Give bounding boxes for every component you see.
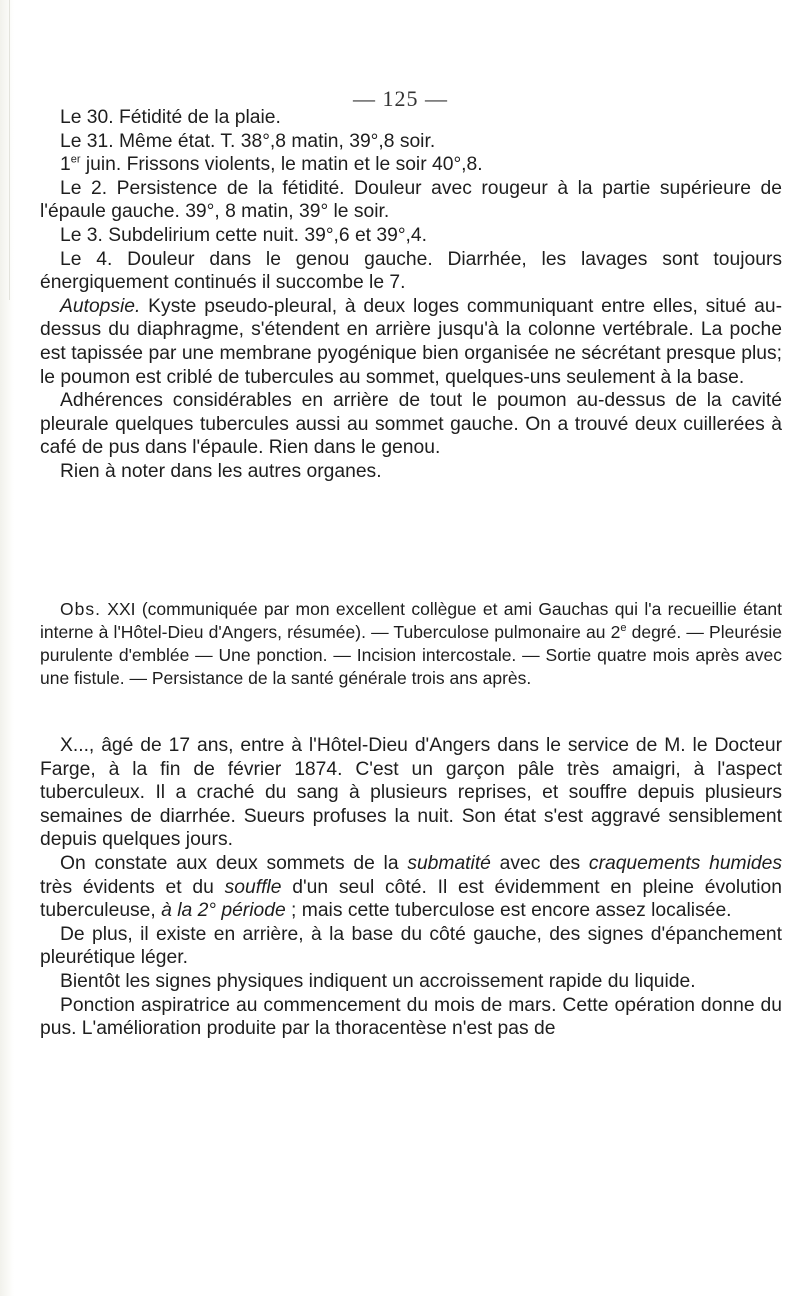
autopsy-label: Autopsie.	[60, 295, 141, 317]
note-2: Le 2. Persistence de la fétidité. Douleur avec rougeur à la partie supérieure de l'épaule gauche. 39°, 8 matin, 39° le soir.	[40, 177, 782, 223]
autopsy-paragraph: Autopsie. Kyste pseudo-pleural, à deux loges communiquant entre elles, situé au-dessus du diaphragme, s'étendent en arrière jusqu'à la colonne vertébrale. La poche est tapissée par une membrane pyogénique bien organisée ne sécrétant presque plus; le poumon est criblé de tubercules au sommet, quelques-uns seulement à la base.	[40, 295, 782, 388]
note-4: Le 4. Douleur dans le genou gauche. Diarrhée, les lavages sont toujours énergiquement continués il succombe le 7.	[40, 248, 782, 294]
history-paragraph-3: De plus, il existe en arrière, à la base du côté gauche, des signes d'épanchement pleurétique léger.	[40, 923, 782, 969]
page-number: — 125 —	[353, 86, 448, 111]
note-3: Le 3. Subdelirium cette nuit. 39°,6 et 39°,4.	[60, 224, 427, 246]
history-paragraph-5: Ponction aspiratrice au commencement du mois de mars. Cette opération donne du pus. L'amélioration produite par la thoracentèse n'est pas de	[40, 994, 782, 1040]
adhesions-paragraph: Adhérences considérables en arrière de tout le poumon au-dessus de la cavité pleurale quelques tubercules aussi au sommet gauche. On a trouvé deux cuillerées à café de pus dans l'épaule. Rien dans le genou.	[40, 390, 782, 459]
note-june-1: 1er juin. Frissons violents, le matin et le soir 40°,8.	[60, 153, 483, 176]
page-gutter	[0, 0, 14, 1296]
observation-summary: Obs. XXI (communiquée par mon excellent collègue et ami Gauchas qui l'a recueillie étant interne à l'Hôtel-Dieu d'Angers, résumée). — Tuberculose pulmonaire au 2e degré. — Pleurésie purulente d'emblée — Une ponction. — Incision intercostale. — Sortie quatre mois après avec une fistule. — Persistance de la santé générale trois ans après.	[40, 599, 782, 688]
gutter-line	[9, 0, 10, 300]
history-paragraph-4: Bientôt les signes physiques indiquent un accroissement rapide du liquide.	[60, 970, 696, 992]
history-paragraph-2: On constate aux deux sommets de la submatité avec des craquements humides très évidents et du souffle d'un seul côté. Il est évidemment en pleine évolution tuberculeuse, à la 2° période ; mais cette tuberculose est encore assez localisée.	[40, 852, 782, 922]
other-organs-paragraph: Rien à noter dans les autres organes.	[60, 460, 382, 482]
case-history	[40, 734, 782, 1041]
case-notes	[40, 106, 782, 484]
history-paragraph-1: X..., âgé de 17 ans, entre à l'Hôtel-Dieu d'Angers dans le service de M. le Docteur Farge, à la fin de février 1874. C'est un garçon pâle très amaigri, à l'aspect tuberculeux. Il a craché du sang à plusieurs reprises, et souffre depuis plusieurs semaines de diarrhée. Sueurs profuses la nuit. Son état s'est aggravé sensiblement depuis quelques jours.	[40, 735, 782, 851]
obs-label: Obs.	[60, 599, 101, 619]
note-31: Le 31. Même état. T. 38°,8 matin, 39°,8 soir.	[60, 130, 436, 152]
note-30: Le 30. Fétidité de la plaie.	[60, 107, 281, 128]
